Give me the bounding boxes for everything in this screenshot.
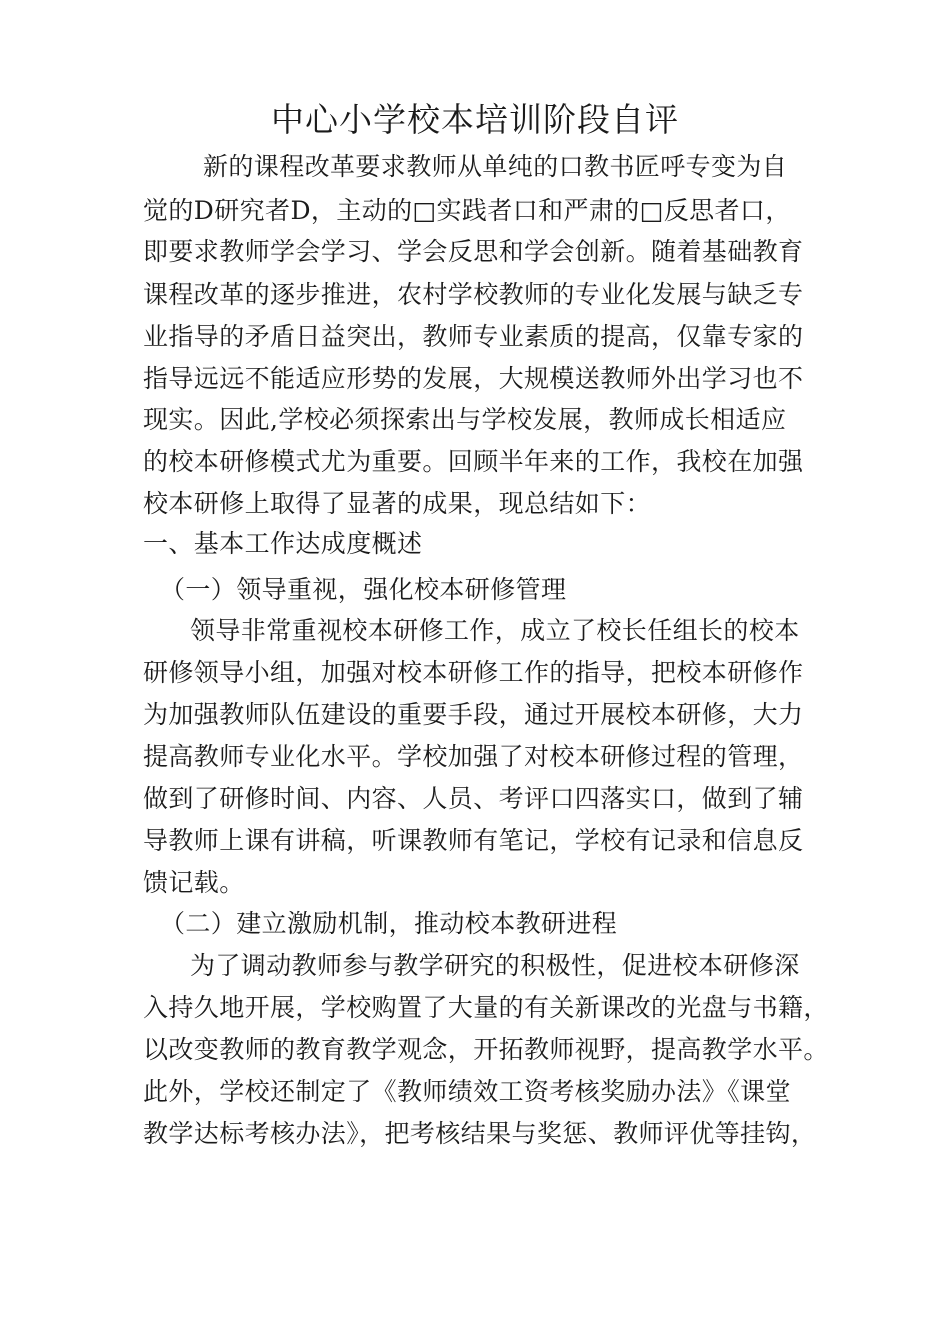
text-line: 导教师上课有讲稿，听课教师有笔记，学校有记录和信息反 bbox=[143, 826, 804, 855]
text-line: 现实。因此,学校必须探索出与学校发展，教师成长相适应 bbox=[143, 405, 787, 434]
document-title: 中心小学校本培训阶段自评 bbox=[271, 100, 679, 139]
text-line: 领导非常重视校本研修工作，成立了校长任组长的校本 bbox=[190, 616, 800, 645]
text-line: 课程改革的逐步推进，农村学校教师的专业化发展与缺乏专 bbox=[143, 280, 804, 309]
text-line: 为了调动教师参与教学研究的积极性，促进校本研修深 bbox=[190, 951, 800, 980]
text-line: 此外，学校还制定了《教师绩效工资考核奖励办法》《课堂 bbox=[143, 1077, 791, 1106]
text-line: 指导远远不能适应形势的发展，大规模送教师外出学习也不 bbox=[143, 364, 804, 393]
text-line: 做到了研修时间、内容、人员、考评口四落实口，做到了辅 bbox=[143, 784, 804, 813]
text-line: 研修领导小组，加强对校本研修工作的指导，把校本研修作 bbox=[143, 658, 804, 687]
text-line: 入持久地开展，学校购置了大量的有关新课改的光盘与书籍， bbox=[143, 993, 829, 1022]
text-line: 以改变教师的教育教学观念，开拓教师视野，提高教学水平。 bbox=[143, 1035, 829, 1064]
text-line: 提高教师专业化水平。学校加强了对校本研修过程的管理， bbox=[143, 742, 804, 771]
text-line: 即要求教师学会学习、学会反思和学会创新。随着基础教育 bbox=[143, 237, 804, 266]
text-line: 校本研修上取得了显著的成果，现总结如下： bbox=[143, 489, 652, 518]
text-line: 觉的D研究者D，主动的□实践者口和严肃的□反思者口， bbox=[143, 196, 791, 225]
text-line: 新的课程改革要求教师从单纯的口教书匠呼专变为自 bbox=[203, 152, 788, 181]
text-line: 的校本研修模式尤为重要。回顾半年来的工作，我校在加强 bbox=[143, 447, 804, 476]
section-heading: 一、基本工作达成度概述 bbox=[143, 529, 423, 558]
text-line: 教学达标考核办法》，把考核结果与奖惩、教师评优等挂钩， bbox=[143, 1119, 817, 1148]
text-line: 业指导的矛盾日益突出，教师专业素质的提高，仅靠专家的 bbox=[143, 322, 804, 351]
subsection-heading: （二）建立激励机制，推动校本教研进程 bbox=[160, 909, 618, 938]
text-line: 为加强教师队伍建设的重要手段，通过开展校本研修，大力 bbox=[143, 700, 804, 729]
subsection-heading: （一）领导重视，强化校本研修管理 bbox=[160, 575, 567, 604]
text-line: 馈记载。 bbox=[143, 868, 245, 897]
